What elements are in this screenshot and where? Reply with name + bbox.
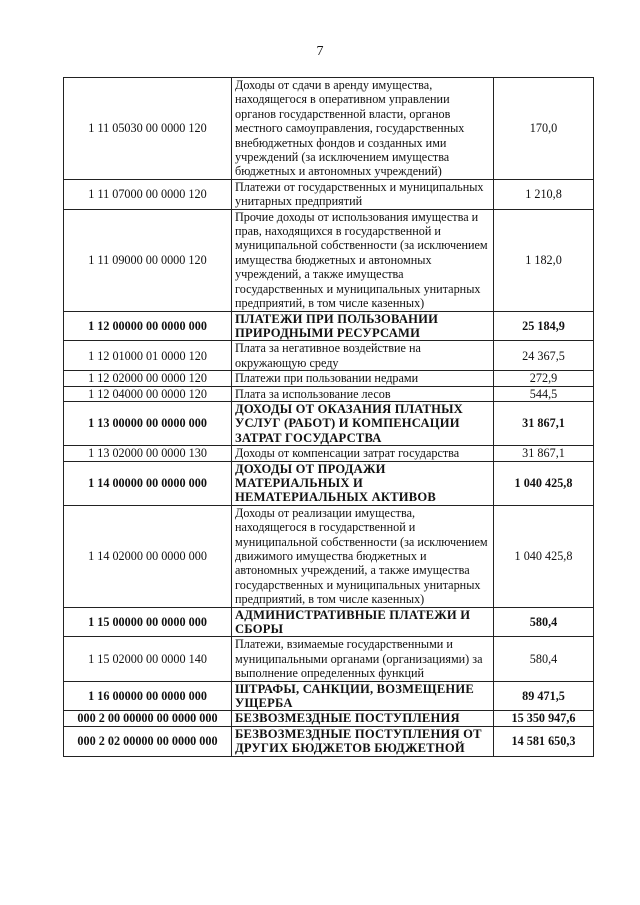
amount-cell: 31 867,1 [494, 446, 594, 461]
amount-cell: 89 471,5 [494, 681, 594, 711]
amount-cell: 170,0 [494, 78, 594, 180]
description-cell: АДМИНИСТРАТИВНЫЕ ПЛАТЕЖИ И СБОРЫ [232, 607, 494, 637]
description-cell: Плата за негативное воздействие на окружающую среду [232, 341, 494, 371]
table-row [64, 637, 594, 681]
amount-cell: 580,4 [494, 607, 594, 637]
budget-code-cell: 1 16 00000 00 0000 000 [64, 681, 232, 711]
description-cell: БЕЗВОЗМЕЗДНЫЕ ПОСТУПЛЕНИЯ [232, 711, 494, 726]
budget-code-cell: 1 11 09000 00 0000 120 [64, 209, 232, 311]
table-row [64, 726, 594, 756]
page-number: 7 [316, 44, 324, 59]
budget-code-cell: 1 15 02000 00 0000 140 [64, 637, 232, 681]
budget-code-cell: 000 2 00 00000 00 0000 000 [64, 711, 232, 726]
description-cell: Платежи, взимаемые государственными и муниципальными органами (организациями) за выполнение определенных функций [232, 637, 494, 681]
table-row [64, 607, 594, 637]
table-row [64, 78, 594, 180]
table-row [64, 179, 594, 209]
amount-cell: 1 040 425,8 [494, 505, 594, 607]
description-cell: Доходы от сдачи в аренду имущества, находящегося в оперативном управлении органов государственной власти, органов местного самоуправления, государственных внебюджетных фондов и созданных ими учреждений (за исключением имущества бюджетных и автономных учреждений) [232, 78, 494, 180]
budget-code-cell: 1 13 02000 00 0000 130 [64, 446, 232, 461]
budget-code-cell: 1 13 00000 00 0000 000 [64, 401, 232, 445]
table-row [64, 341, 594, 371]
description-cell: Доходы от реализации имущества, находящегося в государственной и муниципальной собственности (за исключением движимого имущества бюджетных и автономных учреждений, а также имущества государственных и муниципальных унитарных предприятий, в том числе казенных) [232, 505, 494, 607]
table-row [64, 461, 594, 505]
description-cell: БЕЗВОЗМЕЗДНЫЕ ПОСТУПЛЕНИЯ ОТ ДРУГИХ БЮДЖЕТОВ БЮДЖЕТНОЙ [232, 726, 494, 756]
revenue-table [63, 77, 594, 757]
budget-code-cell: 1 14 00000 00 0000 000 [64, 461, 232, 505]
amount-cell: 272,9 [494, 371, 594, 386]
amount-cell: 544,5 [494, 386, 594, 401]
table-row [64, 711, 594, 726]
budget-code-cell: 000 2 02 00000 00 0000 000 [64, 726, 232, 756]
amount-cell: 31 867,1 [494, 401, 594, 445]
budget-code-cell: 1 11 07000 00 0000 120 [64, 179, 232, 209]
description-cell: Доходы от компенсации затрат государства [232, 446, 494, 461]
amount-cell: 1 210,8 [494, 179, 594, 209]
table-row [64, 446, 594, 461]
amount-cell: 1 040 425,8 [494, 461, 594, 505]
table-row [64, 401, 594, 445]
table-row [64, 311, 594, 341]
budget-code-cell: 1 15 00000 00 0000 000 [64, 607, 232, 637]
budget-code-cell: 1 12 00000 00 0000 000 [64, 311, 232, 341]
amount-cell: 24 367,5 [494, 341, 594, 371]
amount-cell: 15 350 947,6 [494, 711, 594, 726]
table-row [64, 371, 594, 386]
amount-cell: 1 182,0 [494, 209, 594, 311]
description-cell: Платежи от государственных и муниципальных унитарных предприятий [232, 179, 494, 209]
budget-code-cell: 1 11 05030 00 0000 120 [64, 78, 232, 180]
description-cell: ДОХОДЫ ОТ ПРОДАЖИ МАТЕРИАЛЬНЫХ И НЕМАТЕРИАЛЬНЫХ АКТИВОВ [232, 461, 494, 505]
table-row [64, 386, 594, 401]
description-cell: ПЛАТЕЖИ ПРИ ПОЛЬЗОВАНИИ ПРИРОДНЫМИ РЕСУРСАМИ [232, 311, 494, 341]
description-cell: Прочие доходы от использования имущества и прав, находящихся в государственной и муниципальной собственности (за исключением имущества бюджетных и автономных учреждений, а также имущества государственных и муниципальных унитарных предприятий, в том числе казенных) [232, 209, 494, 311]
table-row [64, 505, 594, 607]
description-cell: Плата за использование лесов [232, 386, 494, 401]
table-row [64, 681, 594, 711]
budget-code-cell: 1 14 02000 00 0000 000 [64, 505, 232, 607]
amount-cell: 580,4 [494, 637, 594, 681]
budget-code-cell: 1 12 01000 01 0000 120 [64, 341, 232, 371]
amount-cell: 25 184,9 [494, 311, 594, 341]
budget-code-cell: 1 12 04000 00 0000 120 [64, 386, 232, 401]
revenue-table-body [64, 78, 594, 757]
description-cell: ШТРАФЫ, САНКЦИИ, ВОЗМЕЩЕНИЕ УЩЕРБА [232, 681, 494, 711]
budget-code-cell: 1 12 02000 00 0000 120 [64, 371, 232, 386]
table-row [64, 209, 594, 311]
description-cell: ДОХОДЫ ОТ ОКАЗАНИЯ ПЛАТНЫХ УСЛУГ (РАБОТ) И КОМПЕНСАЦИИ ЗАТРАТ ГОСУДАРСТВА [232, 401, 494, 445]
amount-cell: 14 581 650,3 [494, 726, 594, 756]
description-cell: Платежи при пользовании недрами [232, 371, 494, 386]
